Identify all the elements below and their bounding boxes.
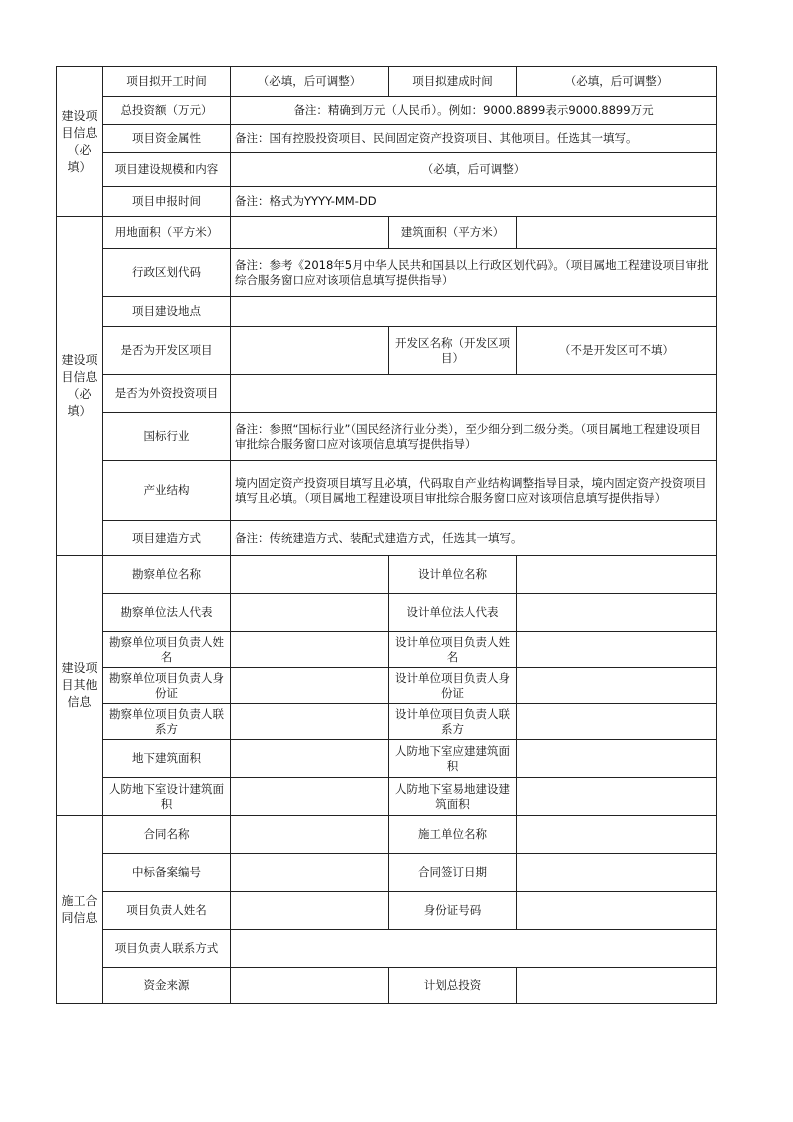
civil-defense-design-area-field[interactable]: [231, 778, 389, 816]
survey-manager-id-label: 勘察单位项目负责人身份证: [103, 668, 231, 704]
contract-name-field[interactable]: [231, 816, 389, 854]
civil-defense-design-area-label: 人防地下室设计建筑面积: [103, 778, 231, 816]
declaration-date-field[interactable]: 备注：格式为YYYY-MM-DD: [231, 187, 717, 217]
contract-signing-date-field[interactable]: [517, 854, 717, 892]
design-legal-rep-label: 设计单位法人代表: [389, 594, 517, 632]
fund-source-label: 资金来源: [103, 968, 231, 1004]
bid-record-number-label: 中标备案编号: [103, 854, 231, 892]
project-manager-contact-label: 项目负责人联系方式: [103, 930, 231, 968]
industry-structure-field[interactable]: 境内固定资产投资项目填写且必填，代码取自产业结构调整指导目录，境内固定资产投资项目填写且必填。（项目属地工程建设项目审批综合服务窗口应对该项信息填写提供指导）: [231, 461, 717, 521]
survey-manager-contact-label: 勘察单位项目负责人联系方: [103, 704, 231, 740]
contract-signing-date-label: 合同签订日期: [389, 854, 517, 892]
planned-start-date-field[interactable]: （必填，后可调整）: [231, 67, 389, 97]
construction-method-label: 项目建造方式: [103, 521, 231, 556]
civil-defense-offsite-area-field[interactable]: [517, 778, 717, 816]
fund-attribute-label: 项目资金属性: [103, 125, 231, 153]
section-group-label: 建设项目其他信息: [57, 556, 103, 816]
civil-defense-required-area-field[interactable]: [517, 740, 717, 778]
survey-manager-name-field[interactable]: [231, 632, 389, 668]
scale-content-label: 项目建设规模和内容: [103, 153, 231, 187]
construction-method-field[interactable]: 备注：传统建造方式、装配式建造方式，任选其一填写。: [231, 521, 717, 556]
national-industry-label: 国标行业: [103, 413, 231, 461]
underground-area-field[interactable]: [231, 740, 389, 778]
admin-division-code-label: 行政区划代码: [103, 249, 231, 297]
survey-legal-rep-field[interactable]: [231, 594, 389, 632]
planned-total-investment-field[interactable]: [517, 968, 717, 1004]
section-group-label: 建设项目信息（必填）: [57, 217, 103, 556]
project-manager-contact-field[interactable]: [231, 930, 717, 968]
contract-name-label: 合同名称: [103, 816, 231, 854]
building-area-label: 建筑面积（平方米）: [389, 217, 517, 249]
project-manager-name-field[interactable]: [231, 892, 389, 930]
design-legal-rep-field[interactable]: [517, 594, 717, 632]
civil-defense-offsite-area-label: 人防地下室易地建设建筑面积: [389, 778, 517, 816]
survey-unit-name-label: 勘察单位名称: [103, 556, 231, 594]
building-area-field[interactable]: [517, 217, 717, 249]
survey-manager-name-label: 勘察单位项目负责人姓名: [103, 632, 231, 668]
other-project-info-table: [56, 555, 717, 816]
design-manager-name-label: 设计单位项目负责人姓名: [389, 632, 517, 668]
planned-completion-date-field[interactable]: （必填，后可调整）: [517, 67, 717, 97]
civil-defense-required-area-label: 人防地下室应建建筑面积: [389, 740, 517, 778]
dev-zone-name-label: 开发区名称（开发区项目）: [389, 327, 517, 375]
id-number-field[interactable]: [517, 892, 717, 930]
survey-unit-name-field[interactable]: [231, 556, 389, 594]
admin-division-code-field[interactable]: 备注：参考《2018年5月中华人民共和国县以上行政区划代码》。（项目属地工程建设项目审批综合服务窗口应对该项信息填写提供指导）: [231, 249, 717, 297]
national-industry-field[interactable]: 备注：参照“国标行业”（国民经济行业分类），至少细分到二级分类。（项目属地工程建设项目审批综合服务窗口应对该项信息填写提供指导）: [231, 413, 717, 461]
construction-unit-name-field[interactable]: [517, 816, 717, 854]
land-area-label: 用地面积（平方米）: [103, 217, 231, 249]
section-group-label: 建设项目信息（必填）: [57, 67, 103, 217]
dev-zone-project-label: 是否为开发区项目: [103, 327, 231, 375]
construction-unit-name-label: 施工单位名称: [389, 816, 517, 854]
foreign-investment-label: 是否为外资投资项目: [103, 375, 231, 413]
project-manager-name-label: 项目负责人姓名: [103, 892, 231, 930]
design-manager-contact-label: 设计单位项目负责人联系方: [389, 704, 517, 740]
construction-site-field[interactable]: [231, 297, 717, 327]
planned-start-date-label: 项目拟开工时间: [103, 67, 231, 97]
industry-structure-label: 产业结构: [103, 461, 231, 521]
design-manager-contact-field[interactable]: [517, 704, 717, 740]
bid-record-number-field[interactable]: [231, 854, 389, 892]
dev-zone-project-field[interactable]: [231, 327, 389, 375]
design-manager-name-field[interactable]: [517, 632, 717, 668]
declaration-date-label: 项目申报时间: [103, 187, 231, 217]
land-area-field[interactable]: [231, 217, 389, 249]
construction-site-label: 项目建设地点: [103, 297, 231, 327]
construction-contract-info-table: [56, 815, 717, 1004]
dev-zone-name-field[interactable]: （不是开发区可不填）: [517, 327, 717, 375]
design-unit-name-field[interactable]: [517, 556, 717, 594]
total-investment-field[interactable]: 备注：精确到万元（人民币）。例如：9000.8899表示9000.8899万元: [231, 97, 717, 125]
survey-manager-contact-field[interactable]: [231, 704, 389, 740]
total-investment-label: 总投资额（万元）: [103, 97, 231, 125]
construction-project-info-table-2: [56, 216, 717, 556]
survey-manager-id-field[interactable]: [231, 668, 389, 704]
underground-area-label: 地下建筑面积: [103, 740, 231, 778]
section-group-label: 施工合同信息: [57, 816, 103, 1004]
construction-project-info-table-1: [56, 66, 717, 217]
id-number-label: 身份证号码: [389, 892, 517, 930]
foreign-investment-field[interactable]: [231, 375, 717, 413]
planned-completion-date-label: 项目拟建成时间: [389, 67, 517, 97]
fund-attribute-field[interactable]: 备注：国有控股投资项目、民间固定资产投资项目、其他项目。任选其一填写。: [231, 125, 717, 153]
design-unit-name-label: 设计单位名称: [389, 556, 517, 594]
fund-source-field[interactable]: [231, 968, 389, 1004]
scale-content-field[interactable]: （必填，后可调整）: [231, 153, 717, 187]
survey-legal-rep-label: 勘察单位法人代表: [103, 594, 231, 632]
design-manager-id-field[interactable]: [517, 668, 717, 704]
design-manager-id-label: 设计单位项目负责人身份证: [389, 668, 517, 704]
planned-total-investment-label: 计划总投资: [389, 968, 517, 1004]
